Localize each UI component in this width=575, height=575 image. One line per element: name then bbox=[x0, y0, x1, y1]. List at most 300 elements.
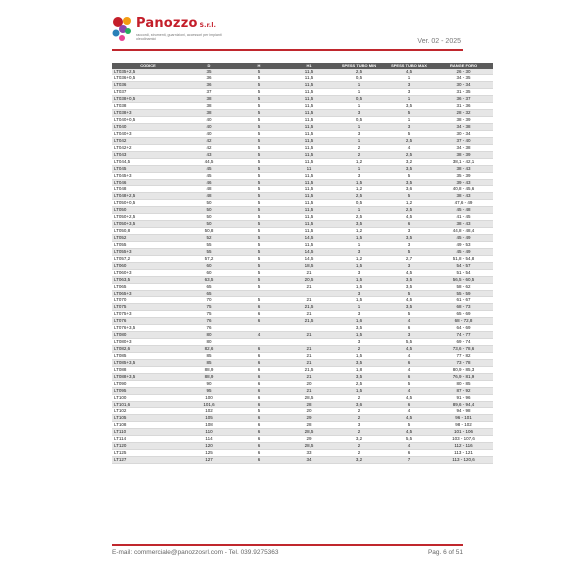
table-cell: 52 bbox=[184, 235, 234, 242]
table-cell: 28 bbox=[284, 401, 334, 408]
table-row bbox=[112, 186, 493, 193]
product-code-cell: LT040 bbox=[112, 124, 184, 131]
table-cell: 113 - 120,6 bbox=[434, 457, 493, 464]
table-cell: 108 bbox=[184, 422, 234, 429]
table-cell: 11,5 bbox=[284, 137, 334, 144]
table-cell: 3 bbox=[384, 262, 434, 269]
table-cell: 48 bbox=[184, 186, 234, 193]
document-version: Ver. 02 - 2025 bbox=[417, 38, 461, 45]
table-cell: 50 bbox=[184, 207, 234, 214]
table-cell: 4 bbox=[384, 366, 434, 373]
table-row bbox=[112, 221, 493, 228]
table-cell: 1 bbox=[334, 89, 384, 96]
table-cell: 41 - 45 bbox=[434, 214, 493, 221]
table-cell: 1,5 bbox=[334, 179, 384, 186]
product-table bbox=[112, 63, 493, 464]
table-cell: 74 - 77 bbox=[434, 332, 493, 339]
table-cell: 60 bbox=[184, 262, 234, 269]
table-cell: 38 - 43 bbox=[434, 221, 493, 228]
product-code-cell: LT035+2,5 bbox=[112, 69, 184, 75]
table-row bbox=[112, 290, 493, 297]
table-cell: 1,5 bbox=[334, 283, 384, 290]
table-cell: 1 bbox=[334, 304, 384, 311]
table-cell: 3,6 bbox=[334, 401, 384, 408]
table-cell: 1,5 bbox=[334, 235, 384, 242]
table-cell: 68 - 72,8 bbox=[434, 318, 493, 325]
table-cell: 5 bbox=[234, 297, 284, 304]
table-cell: 1,5 bbox=[334, 276, 384, 283]
table-cell: 34 - 38 bbox=[434, 144, 493, 151]
table-cell: 11,5 bbox=[284, 228, 334, 235]
product-code-cell: LT045+3 bbox=[112, 172, 184, 179]
product-code-cell: LT063,5 bbox=[112, 276, 184, 283]
table-cell: 38 bbox=[184, 96, 234, 103]
column-header: H bbox=[234, 63, 284, 69]
table-cell: 38 bbox=[184, 103, 234, 110]
table-cell: 11,5 bbox=[284, 241, 334, 248]
table-cell: 11,5 bbox=[284, 221, 334, 228]
table-row bbox=[112, 297, 493, 304]
brand-text: Panozzo bbox=[136, 16, 198, 31]
table-cell: 3 bbox=[384, 332, 434, 339]
table-cell: 11,5 bbox=[284, 214, 334, 221]
product-code-cell: LT114 bbox=[112, 436, 184, 443]
table-cell: 5 bbox=[234, 221, 284, 228]
table-row bbox=[112, 255, 493, 262]
table-cell: 21 bbox=[284, 387, 334, 394]
header-divider bbox=[112, 49, 463, 51]
table-row bbox=[112, 401, 493, 408]
table-cell: 1,2 bbox=[334, 158, 384, 165]
product-code-cell: LT043 bbox=[112, 151, 184, 158]
product-code-cell: LT120 bbox=[112, 443, 184, 450]
table-cell: 101 - 106 bbox=[434, 429, 493, 436]
product-code-cell: LT101,6 bbox=[112, 401, 184, 408]
table-cell: 6 bbox=[234, 450, 284, 457]
table-cell: 5 bbox=[384, 110, 434, 117]
table-cell: 50,8 bbox=[184, 228, 234, 235]
table-cell: 6 bbox=[234, 429, 284, 436]
product-code-cell: LT127 bbox=[112, 457, 184, 464]
table-row bbox=[112, 332, 493, 339]
table-cell: 127 bbox=[184, 457, 234, 464]
table-cell: 2 bbox=[334, 144, 384, 151]
table-row bbox=[112, 172, 493, 179]
table-cell: 61 - 67 bbox=[434, 297, 493, 304]
table-row bbox=[112, 422, 493, 429]
table-cell: 36 - 37 bbox=[434, 96, 493, 103]
table-cell: 5 bbox=[234, 151, 284, 158]
table-cell: 5 bbox=[234, 186, 284, 193]
table-cell: 1 bbox=[334, 124, 384, 131]
table-row bbox=[112, 235, 493, 242]
table-cell: 29 bbox=[284, 415, 334, 422]
table-cell: 89,6 - 94,4 bbox=[434, 401, 493, 408]
table-cell: 0,5 bbox=[334, 200, 384, 207]
column-header: SPESS TUBO MIN bbox=[334, 63, 384, 69]
table-cell: 88,9 bbox=[184, 366, 234, 373]
product-code-cell: LT085+3,5 bbox=[112, 359, 184, 366]
table-cell: 50 bbox=[184, 200, 234, 207]
table-cell: 18,5 bbox=[284, 262, 334, 269]
product-code-cell: LT052 bbox=[112, 235, 184, 242]
table-cell: 6 bbox=[384, 450, 434, 457]
table-cell: 20,5 bbox=[284, 276, 334, 283]
table-cell: 68 - 73 bbox=[434, 304, 493, 311]
table-cell: 30 - 34 bbox=[434, 82, 493, 89]
table-cell: 4,5 bbox=[384, 415, 434, 422]
table-row bbox=[112, 241, 493, 248]
company-logo bbox=[112, 16, 232, 46]
table-cell: 5 bbox=[234, 130, 284, 137]
table-cell: 73,6 - 78,6 bbox=[434, 346, 493, 353]
table-cell: 55 - 59 bbox=[434, 290, 493, 297]
table-row bbox=[112, 117, 493, 124]
table-cell: 5 bbox=[234, 137, 284, 144]
table-cell: 3 bbox=[334, 311, 384, 318]
table-cell: 11,5 bbox=[284, 186, 334, 193]
table-cell: 4 bbox=[384, 352, 434, 359]
table-cell: 3,5 bbox=[384, 283, 434, 290]
table-cell: 77 - 82 bbox=[434, 352, 493, 359]
table-cell: 5 bbox=[234, 69, 284, 75]
table-cell: 101,6 bbox=[184, 401, 234, 408]
table-cell: 80 - 85 bbox=[434, 380, 493, 387]
table-cell: 2,5 bbox=[334, 69, 384, 75]
table-cell: 45 - 49 bbox=[434, 248, 493, 255]
table-cell: 3,5 bbox=[384, 276, 434, 283]
table-cell: 6 bbox=[384, 359, 434, 366]
product-code-cell: LT075 bbox=[112, 304, 184, 311]
product-code-cell: LT042+2 bbox=[112, 144, 184, 151]
table-cell bbox=[284, 290, 334, 297]
brand-name bbox=[136, 16, 216, 31]
table-cell: 14,5 bbox=[284, 248, 334, 255]
table-cell: 5 bbox=[234, 124, 284, 131]
table-cell: 4,5 bbox=[384, 269, 434, 276]
table-cell: 6 bbox=[234, 387, 284, 394]
table-cell: 40 bbox=[184, 130, 234, 137]
product-code-cell: LT046 bbox=[112, 179, 184, 186]
product-code-cell: LT050+3,5 bbox=[112, 221, 184, 228]
table-cell: 5 bbox=[234, 193, 284, 200]
table-row bbox=[112, 96, 493, 103]
table-cell: 46 bbox=[184, 179, 234, 186]
table-cell: 4 bbox=[384, 443, 434, 450]
table-cell: 85 bbox=[184, 359, 234, 366]
table-cell: 38 - 39 bbox=[434, 117, 493, 124]
table-row bbox=[112, 450, 493, 457]
table-cell: 1 bbox=[384, 75, 434, 82]
table-row bbox=[112, 193, 493, 200]
product-code-cell: LT038 bbox=[112, 103, 184, 110]
table-cell: 3 bbox=[384, 124, 434, 131]
table-cell: 5 bbox=[234, 235, 284, 242]
table-cell: 5 bbox=[384, 422, 434, 429]
table-cell: 51,8 - 54,8 bbox=[434, 255, 493, 262]
table-cell: 105 bbox=[184, 415, 234, 422]
table-cell: 82,6 bbox=[184, 346, 234, 353]
product-code-cell: LT065 bbox=[112, 283, 184, 290]
table-cell: 5 bbox=[234, 158, 284, 165]
table-cell: 70 bbox=[184, 297, 234, 304]
table-row bbox=[112, 366, 493, 373]
table-cell: 90 bbox=[184, 380, 234, 387]
table-cell: 49 - 53 bbox=[434, 241, 493, 248]
product-code-cell: LT057,2 bbox=[112, 255, 184, 262]
table-cell: 28 - 32 bbox=[434, 110, 493, 117]
table-row bbox=[112, 214, 493, 221]
table-cell: 4,5 bbox=[384, 297, 434, 304]
table-cell: 5 bbox=[234, 255, 284, 262]
table-cell: 5 bbox=[234, 96, 284, 103]
table-cell bbox=[234, 290, 284, 297]
table-cell: 5,5 bbox=[384, 339, 434, 346]
table-row bbox=[112, 339, 493, 346]
table-cell: 3 bbox=[334, 130, 384, 137]
table-cell: 31 - 35 bbox=[434, 89, 493, 96]
table-cell: 1 bbox=[384, 96, 434, 103]
table-cell: 6 bbox=[234, 304, 284, 311]
product-code-cell: LT050+0,5 bbox=[112, 200, 184, 207]
table-cell: 11 bbox=[284, 165, 334, 172]
table-row bbox=[112, 200, 493, 207]
table-cell: 5 bbox=[384, 380, 434, 387]
table-cell: 6 bbox=[234, 373, 284, 380]
table-cell: 113 - 121 bbox=[434, 450, 493, 457]
page-number: Pag. 6 of 51 bbox=[427, 549, 463, 556]
table-cell: 80 bbox=[184, 339, 234, 346]
product-code-cell: LT055+3 bbox=[112, 248, 184, 255]
table-cell: 102 bbox=[184, 408, 234, 415]
table-cell: 2,5 bbox=[334, 193, 384, 200]
table-cell: 5 bbox=[234, 144, 284, 151]
table-cell: 76 bbox=[184, 325, 234, 332]
table-cell: 4,5 bbox=[384, 346, 434, 353]
table-cell: 5 bbox=[234, 214, 284, 221]
table-cell: 6 bbox=[234, 422, 284, 429]
table-cell: 54 - 57 bbox=[434, 262, 493, 269]
table-cell: 3 bbox=[334, 269, 384, 276]
table-cell: 125 bbox=[184, 450, 234, 457]
table-cell: 6 bbox=[384, 325, 434, 332]
table-cell: 6 bbox=[234, 359, 284, 366]
product-code-cell: LT048+2,5 bbox=[112, 193, 184, 200]
table-cell: 42 bbox=[184, 144, 234, 151]
table-cell: 21 bbox=[284, 373, 334, 380]
table-row bbox=[112, 89, 493, 96]
table-cell: 2 bbox=[334, 394, 384, 401]
table-row bbox=[112, 144, 493, 151]
table-cell: 1,2 bbox=[334, 228, 384, 235]
table-cell: 5,5 bbox=[384, 436, 434, 443]
table-cell: 33 bbox=[284, 450, 334, 457]
table-cell: 1 bbox=[334, 165, 384, 172]
table-cell: 11,5 bbox=[284, 82, 334, 89]
table-row bbox=[112, 387, 493, 394]
table-cell: 1,5 bbox=[334, 352, 384, 359]
product-code-cell: LT036+0,5 bbox=[112, 75, 184, 82]
table-row bbox=[112, 429, 493, 436]
table-cell: 40 bbox=[184, 117, 234, 124]
product-code-cell: LT044,5 bbox=[112, 158, 184, 165]
table-cell: 21 bbox=[284, 297, 334, 304]
table-cell: 11,5 bbox=[284, 96, 334, 103]
table-cell: 3,5 bbox=[384, 304, 434, 311]
table-cell: 103 - 107,6 bbox=[434, 436, 493, 443]
table-cell: 6 bbox=[234, 346, 284, 353]
table-cell: 5 bbox=[234, 200, 284, 207]
table-cell: 48 bbox=[184, 193, 234, 200]
brand-tagline: raccordi, strumenti, guarnizioni, accessori per impianti oleodinamici bbox=[136, 33, 222, 41]
table-cell: 3 bbox=[334, 172, 384, 179]
table-cell: 1,5 bbox=[334, 387, 384, 394]
table-row bbox=[112, 457, 493, 464]
table-cell: 69 - 74 bbox=[434, 339, 493, 346]
table-cell: 2 bbox=[334, 151, 384, 158]
table-cell: 1 bbox=[334, 241, 384, 248]
product-code-cell: LT080 bbox=[112, 332, 184, 339]
table-cell: 29 bbox=[284, 436, 334, 443]
table-cell: 2,5 bbox=[384, 137, 434, 144]
table-cell: 11,5 bbox=[284, 130, 334, 137]
table-cell: 5 bbox=[384, 193, 434, 200]
table-cell: 5 bbox=[384, 248, 434, 255]
table-cell: 14,5 bbox=[284, 235, 334, 242]
table-row bbox=[112, 262, 493, 269]
table-cell: 76,9 - 81,9 bbox=[434, 373, 493, 380]
product-code-cell: LT110 bbox=[112, 429, 184, 436]
table-cell: 75 bbox=[184, 311, 234, 318]
product-code-cell: LT038+0,5 bbox=[112, 96, 184, 103]
table-cell: 45 - 48 bbox=[434, 207, 493, 214]
table-row bbox=[112, 165, 493, 172]
table-cell: 87 - 92 bbox=[434, 387, 493, 394]
product-code-cell: LT040+3 bbox=[112, 130, 184, 137]
table-cell: 4,5 bbox=[384, 394, 434, 401]
table-cell: 39 - 43 bbox=[434, 179, 493, 186]
table-cell: 2 bbox=[334, 346, 384, 353]
table-cell: 44,5 bbox=[184, 158, 234, 165]
table-row bbox=[112, 248, 493, 255]
product-code-cell: LT065+3 bbox=[112, 290, 184, 297]
product-code-cell: LT080+3 bbox=[112, 339, 184, 346]
table-cell: 95 bbox=[184, 387, 234, 394]
table-cell: 6 bbox=[384, 373, 434, 380]
table-cell: 5 bbox=[234, 408, 284, 415]
table-cell: 5 bbox=[384, 172, 434, 179]
table-cell: 6 bbox=[234, 352, 284, 359]
table-cell: 36 bbox=[184, 82, 234, 89]
table-cell: 6 bbox=[234, 401, 284, 408]
table-cell: 3 bbox=[334, 110, 384, 117]
table-cell: 5 bbox=[234, 248, 284, 255]
table-cell: 0,5 bbox=[334, 75, 384, 82]
table-cell: 38,1 - 42,1 bbox=[434, 158, 493, 165]
table-cell: 2 bbox=[334, 443, 384, 450]
product-code-cell: LT045 bbox=[112, 165, 184, 172]
logo-dots-icon bbox=[112, 16, 134, 44]
product-code-cell: LT037 bbox=[112, 89, 184, 96]
table-cell: 50 bbox=[184, 221, 234, 228]
table-cell: 14,5 bbox=[284, 255, 334, 262]
table-cell: 80 bbox=[184, 332, 234, 339]
table-cell: 35 bbox=[184, 69, 234, 75]
product-code-cell: LT102 bbox=[112, 408, 184, 415]
table-cell: 50 bbox=[184, 214, 234, 221]
table-row bbox=[112, 207, 493, 214]
product-code-cell: LT108 bbox=[112, 422, 184, 429]
table-cell: 91 - 96 bbox=[434, 394, 493, 401]
table-cell: 26 - 30 bbox=[434, 69, 493, 75]
table-cell: 65 bbox=[184, 290, 234, 297]
table-cell: 6 bbox=[234, 436, 284, 443]
table-cell: 4 bbox=[384, 144, 434, 151]
product-code-cell: LT060+3 bbox=[112, 269, 184, 276]
table-cell: 11,5 bbox=[284, 144, 334, 151]
table-cell: 3,2 bbox=[334, 436, 384, 443]
table-cell: 63,5 bbox=[184, 276, 234, 283]
table-row bbox=[112, 352, 493, 359]
table-cell: 30 - 34 bbox=[434, 130, 493, 137]
table-cell: 1 bbox=[334, 82, 384, 89]
table-cell: 3,6 bbox=[384, 186, 434, 193]
product-code-cell: LT040+0,5 bbox=[112, 117, 184, 124]
table-cell: 5 bbox=[384, 311, 434, 318]
table-cell: 6 bbox=[234, 443, 284, 450]
product-code-cell: LT105 bbox=[112, 415, 184, 422]
table-cell: 100 bbox=[184, 394, 234, 401]
table-cell: 88,9 bbox=[184, 373, 234, 380]
table-row bbox=[112, 415, 493, 422]
table-row bbox=[112, 269, 493, 276]
table-cell: 11,5 bbox=[284, 207, 334, 214]
table-cell: 3 bbox=[334, 248, 384, 255]
table-cell: 57,2 bbox=[184, 255, 234, 262]
table-cell: 2 bbox=[334, 415, 384, 422]
table-cell: 80,9 - 85,3 bbox=[434, 366, 493, 373]
table-cell: 0,5 bbox=[334, 117, 384, 124]
column-header: D bbox=[184, 63, 234, 69]
table-cell: 5 bbox=[234, 75, 284, 82]
table-row bbox=[112, 359, 493, 366]
table-cell: 5 bbox=[234, 262, 284, 269]
table-cell: 112 - 116 bbox=[434, 443, 493, 450]
product-code-cell: LT085 bbox=[112, 352, 184, 359]
table-cell: 5 bbox=[234, 207, 284, 214]
product-code-cell: LT125 bbox=[112, 450, 184, 457]
column-header: H1 bbox=[284, 63, 334, 69]
table-cell: 96 - 101 bbox=[434, 415, 493, 422]
table-row bbox=[112, 130, 493, 137]
table-row bbox=[112, 228, 493, 235]
table-cell: 4 bbox=[384, 318, 434, 325]
column-header: CODICE bbox=[112, 63, 184, 69]
table-cell: 5 bbox=[234, 117, 284, 124]
table-cell: 3,5 bbox=[384, 165, 434, 172]
table-row bbox=[112, 394, 493, 401]
table-cell: 4,5 bbox=[384, 429, 434, 436]
table-cell: 3 bbox=[384, 241, 434, 248]
table-cell: 11,5 bbox=[284, 179, 334, 186]
table-cell: 38 - 43 bbox=[434, 193, 493, 200]
table-cell: 5 bbox=[234, 241, 284, 248]
table-cell: 3 bbox=[384, 82, 434, 89]
table-cell: 21,5 bbox=[284, 318, 334, 325]
table-cell: 120 bbox=[184, 443, 234, 450]
table-cell: 5 bbox=[234, 276, 284, 283]
table-cell: 20 bbox=[284, 380, 334, 387]
